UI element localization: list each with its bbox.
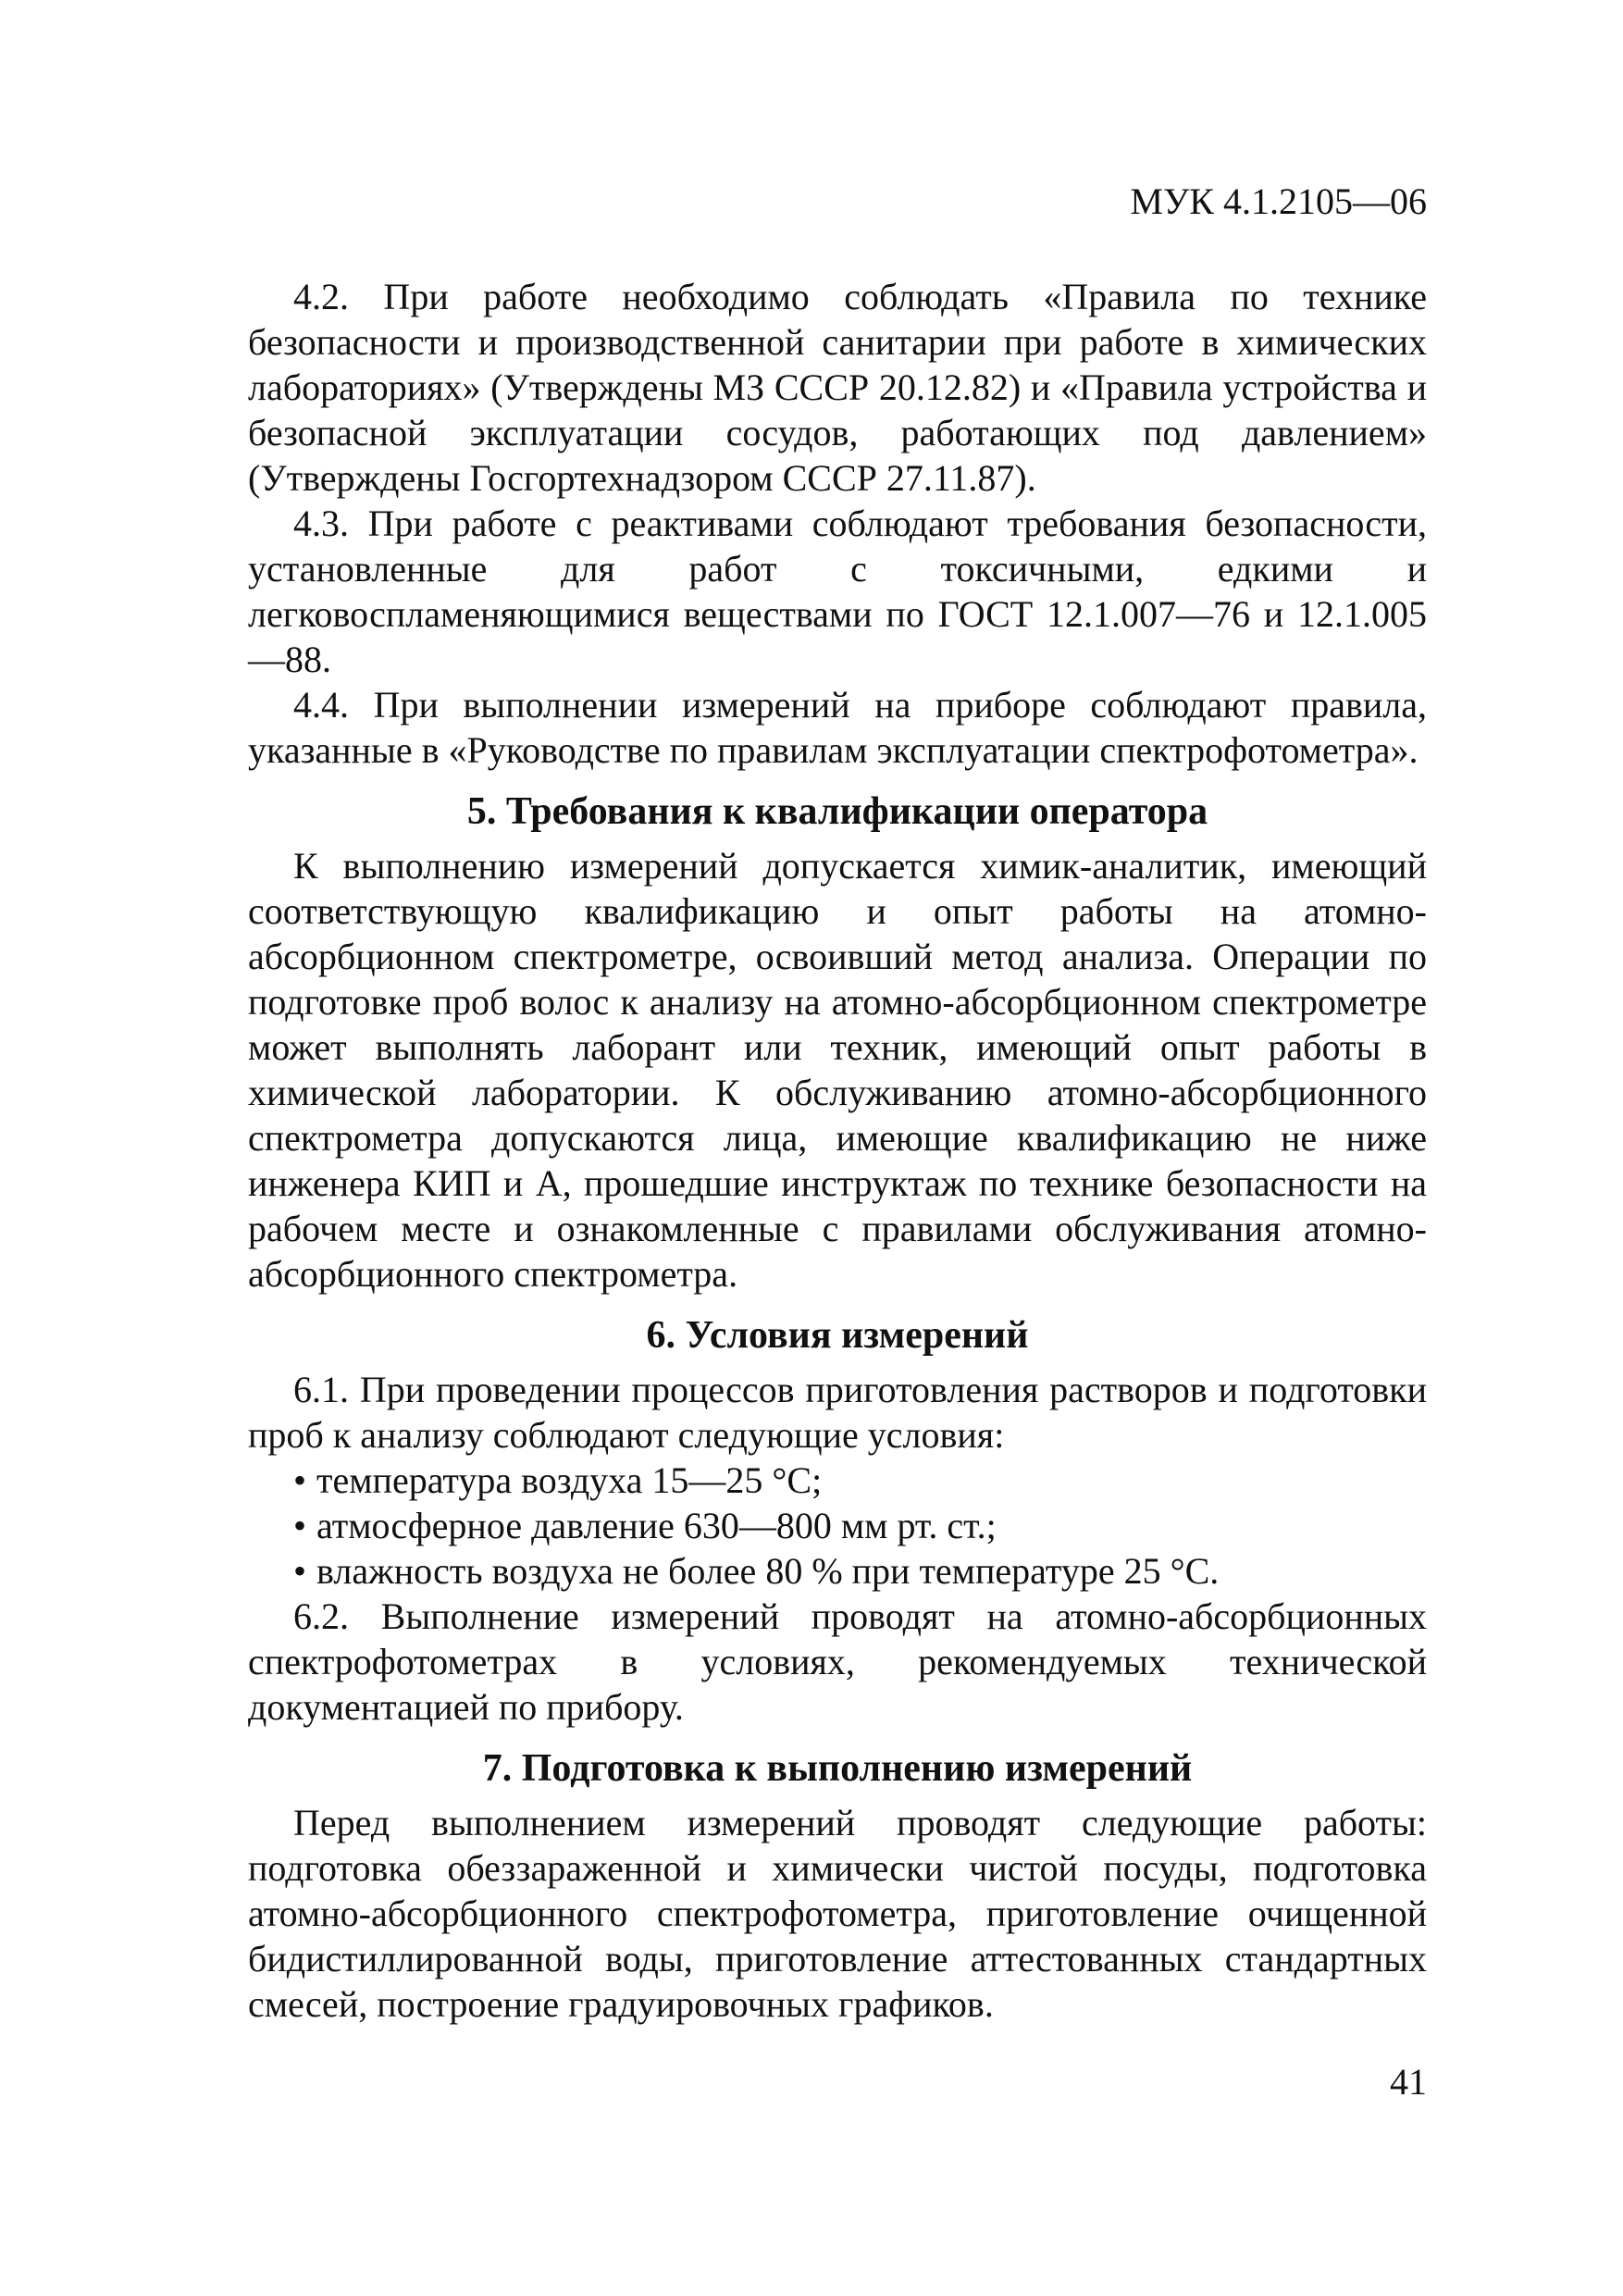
condition-item-pressure: [248, 1503, 1427, 1548]
page-number: 41: [1390, 2061, 1427, 2103]
paragraph-4-4: 4.4. При выполнении измерений на приборе соблюдают правила, указанные в «Руководстве по правилам эксплуатации спектрофотометра».: [248, 684, 1427, 771]
bullet-icon: •: [293, 1505, 307, 1546]
section-5-heading: 5. Требования к квалификации оператора: [466, 790, 1208, 833]
condition-item-temperature: [248, 1458, 1427, 1503]
paragraph-6-1: 6.1. При проведении процессов приготовления растворов и подготовки проб к анализу соблюдают следующие условия:: [248, 1369, 1427, 1456]
section-7-heading: 7. Подготовка к выполнению измерений: [482, 1747, 1193, 1790]
condition-text: температура воздуха 15—25 °С;: [316, 1459, 823, 1501]
paragraph-4-3: 4.3. При работе с реактивами соблюдают требования безопасности, установленные для работ с токсичными, едкими и легковоспламеняющимися веществами по ГОСТ 12.1.007—76 и 12.1.005—88.: [248, 503, 1427, 680]
condition-item-humidity: [248, 1548, 1427, 1594]
bullet-icon: •: [293, 1550, 307, 1592]
bullet-icon: •: [293, 1459, 307, 1501]
paragraph-6-2: 6.2. Выполнение измерений проводят на атомно-абсорбционных спектрофотометрах в условиях, рекомендуемых технической документацией по прибору.: [248, 1595, 1427, 1728]
page-body: [248, 274, 1427, 2027]
paragraph-5: К выполнению измерений допускается химик-аналитик, имеющий соответствующую квалификацию и опыт работы на атомно-абсорбционном спектрометре, освоивший метод анализа. Операции по подготовке проб волос к анализу на атомно-абсорбционном спектрометре может выполнять лаборант или техник, имеющий опыт работы в химической лаборатории. К обслуживанию атомно-абсорбционного спектрометра допускаются лица, имеющие квалификацию не ниже инженера КИП и А, прошедшие инструктаж по технике безопасности на рабочем месте и ознакомленные с правилами обслуживания атомно-абсорбционного спектрометра.: [248, 845, 1427, 1295]
paragraph-7: Перед выполнением измерений проводят следующие работы: подготовка обеззараженной и химически чистой посуды, подготовка атомно-абсорбционного спектрофотометра, приготовление очищенной бидистиллированной воды, приготовление аттестованных стандартных смесей, построение градуировочных графиков.: [248, 1802, 1427, 2025]
section-6-heading: 6. Условия измерений: [646, 1314, 1029, 1357]
condition-text: влажность воздуха не более 80 % при температуре 25 °С.: [316, 1550, 1220, 1592]
document-code: МУК 4.1.2105—06: [1130, 180, 1427, 222]
condition-text: атмосферное давление 630—800 мм рт. ст.;: [316, 1505, 997, 1546]
paragraph-4-2: 4.2. При работе необходимо соблюдать «Правила по технике безопасности и производственной санитарии при работе в химических лабораториях» (Утверждены МЗ СССР 20.12.82) и «Правила устройства и безопасной эксплуатации сосудов, работающих под давлением» (Утверждены Госгортехнадзором СССР 27.11.87).: [248, 276, 1427, 499]
